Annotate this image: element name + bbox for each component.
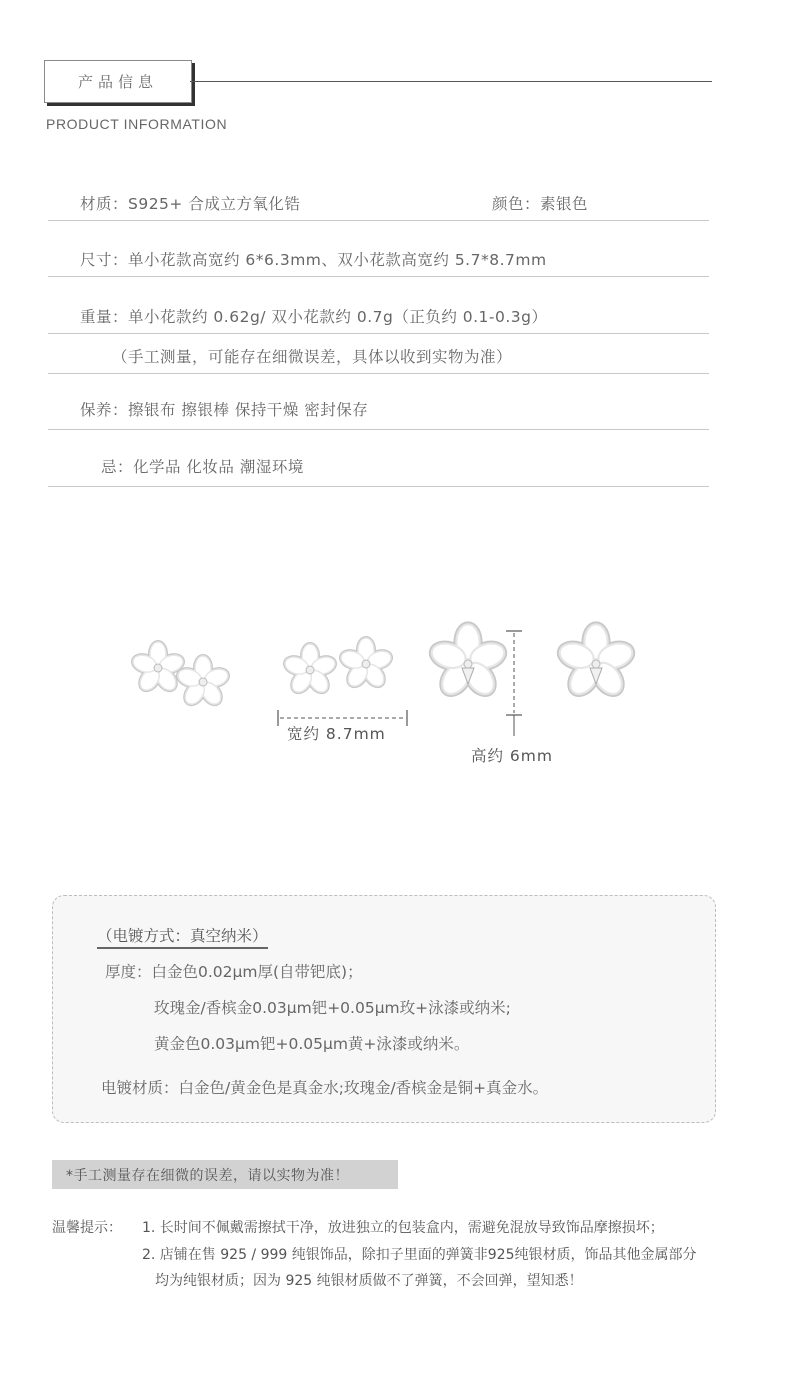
- spec-divider: [48, 373, 709, 374]
- measurement-note-text: *手工测量存在细微的误差，请以实物为准！: [66, 1167, 349, 1184]
- plating-title: （电镀方式：真空纳米）: [97, 924, 268, 949]
- spec-divider: [48, 276, 709, 277]
- plating-thickness-3: 黄金色0.03μm钯+0.05μm黄+泳漆或纳米。: [154, 1035, 470, 1053]
- tip-item-1: 1. 长时间不佩戴需擦拭干净，放进独立的包装盒内，需避免混放导致饰品摩擦损坏；: [142, 1220, 664, 1236]
- spec-color: 颜色：素银色: [492, 195, 589, 213]
- measurement-note: [52, 1160, 398, 1189]
- spec-material: 材质：S925+ 合成立方氧化锆: [80, 195, 301, 213]
- tip-item-2: 2. 店铺在售 925 / 999 纯银饰品，除扣子里面的弹簧非925纯银材质，饰品其他金属部分: [142, 1247, 697, 1263]
- spec-avoid: 忌：化学品 化妆品 潮湿环境: [101, 458, 304, 476]
- spec-size: 尺寸：单小花款高宽约 6*6.3mm、双小花款高宽约 5.7*8.7mm: [80, 251, 547, 269]
- spec-care: 保养：擦银布 擦银棒 保持干燥 密封保存: [80, 401, 369, 419]
- spec-divider: [48, 220, 709, 221]
- section-title-cn: 产品信息: [77, 73, 158, 91]
- plating-thickness-1: 厚度：白金色0.02μm厚(自带钯底)；: [105, 963, 363, 981]
- spec-divider: [48, 333, 709, 334]
- product-figure: [120, 618, 660, 768]
- plating-info-box: [52, 895, 716, 1123]
- height-label: 高约 6mm: [471, 747, 553, 765]
- tips-label: 温馨提示：: [52, 1220, 122, 1236]
- single-flower-icon: [429, 624, 508, 699]
- tip-item-2-cont: 均为纯银材质；因为 925 纯银材质做不了弹簧，不会回弹，望知悉！: [155, 1273, 583, 1289]
- section-title-box: [44, 60, 192, 103]
- single-flower-icon: [557, 624, 636, 699]
- plating-thickness-2: 玫瑰金/香槟金0.03μm钯+0.05μm玫+泳漆或纳米;: [154, 999, 511, 1017]
- section-title-en: PRODUCT INFORMATION: [46, 116, 228, 132]
- spec-weight-note: （手工测量，可能存在细微误差，具体以收到实物为准）: [112, 348, 513, 366]
- earrings-illustration: [120, 618, 660, 768]
- spec-divider: [48, 429, 709, 430]
- width-label: 宽约 8.7mm: [287, 725, 386, 743]
- flower-icon: [339, 638, 393, 690]
- spec-weight: 重量：单小花款约 0.62g/ 双小花款约 0.7g（正负约 0.1-0.3g）: [80, 308, 548, 326]
- flower-icon: [131, 642, 185, 694]
- flower-icon: [283, 644, 337, 696]
- header-divider: [190, 81, 712, 82]
- spec-divider: [48, 486, 709, 487]
- plating-material: 电镀材质：白金色/黄金色是真金水;玫瑰金/香槟金是铜+真金水。: [101, 1079, 549, 1097]
